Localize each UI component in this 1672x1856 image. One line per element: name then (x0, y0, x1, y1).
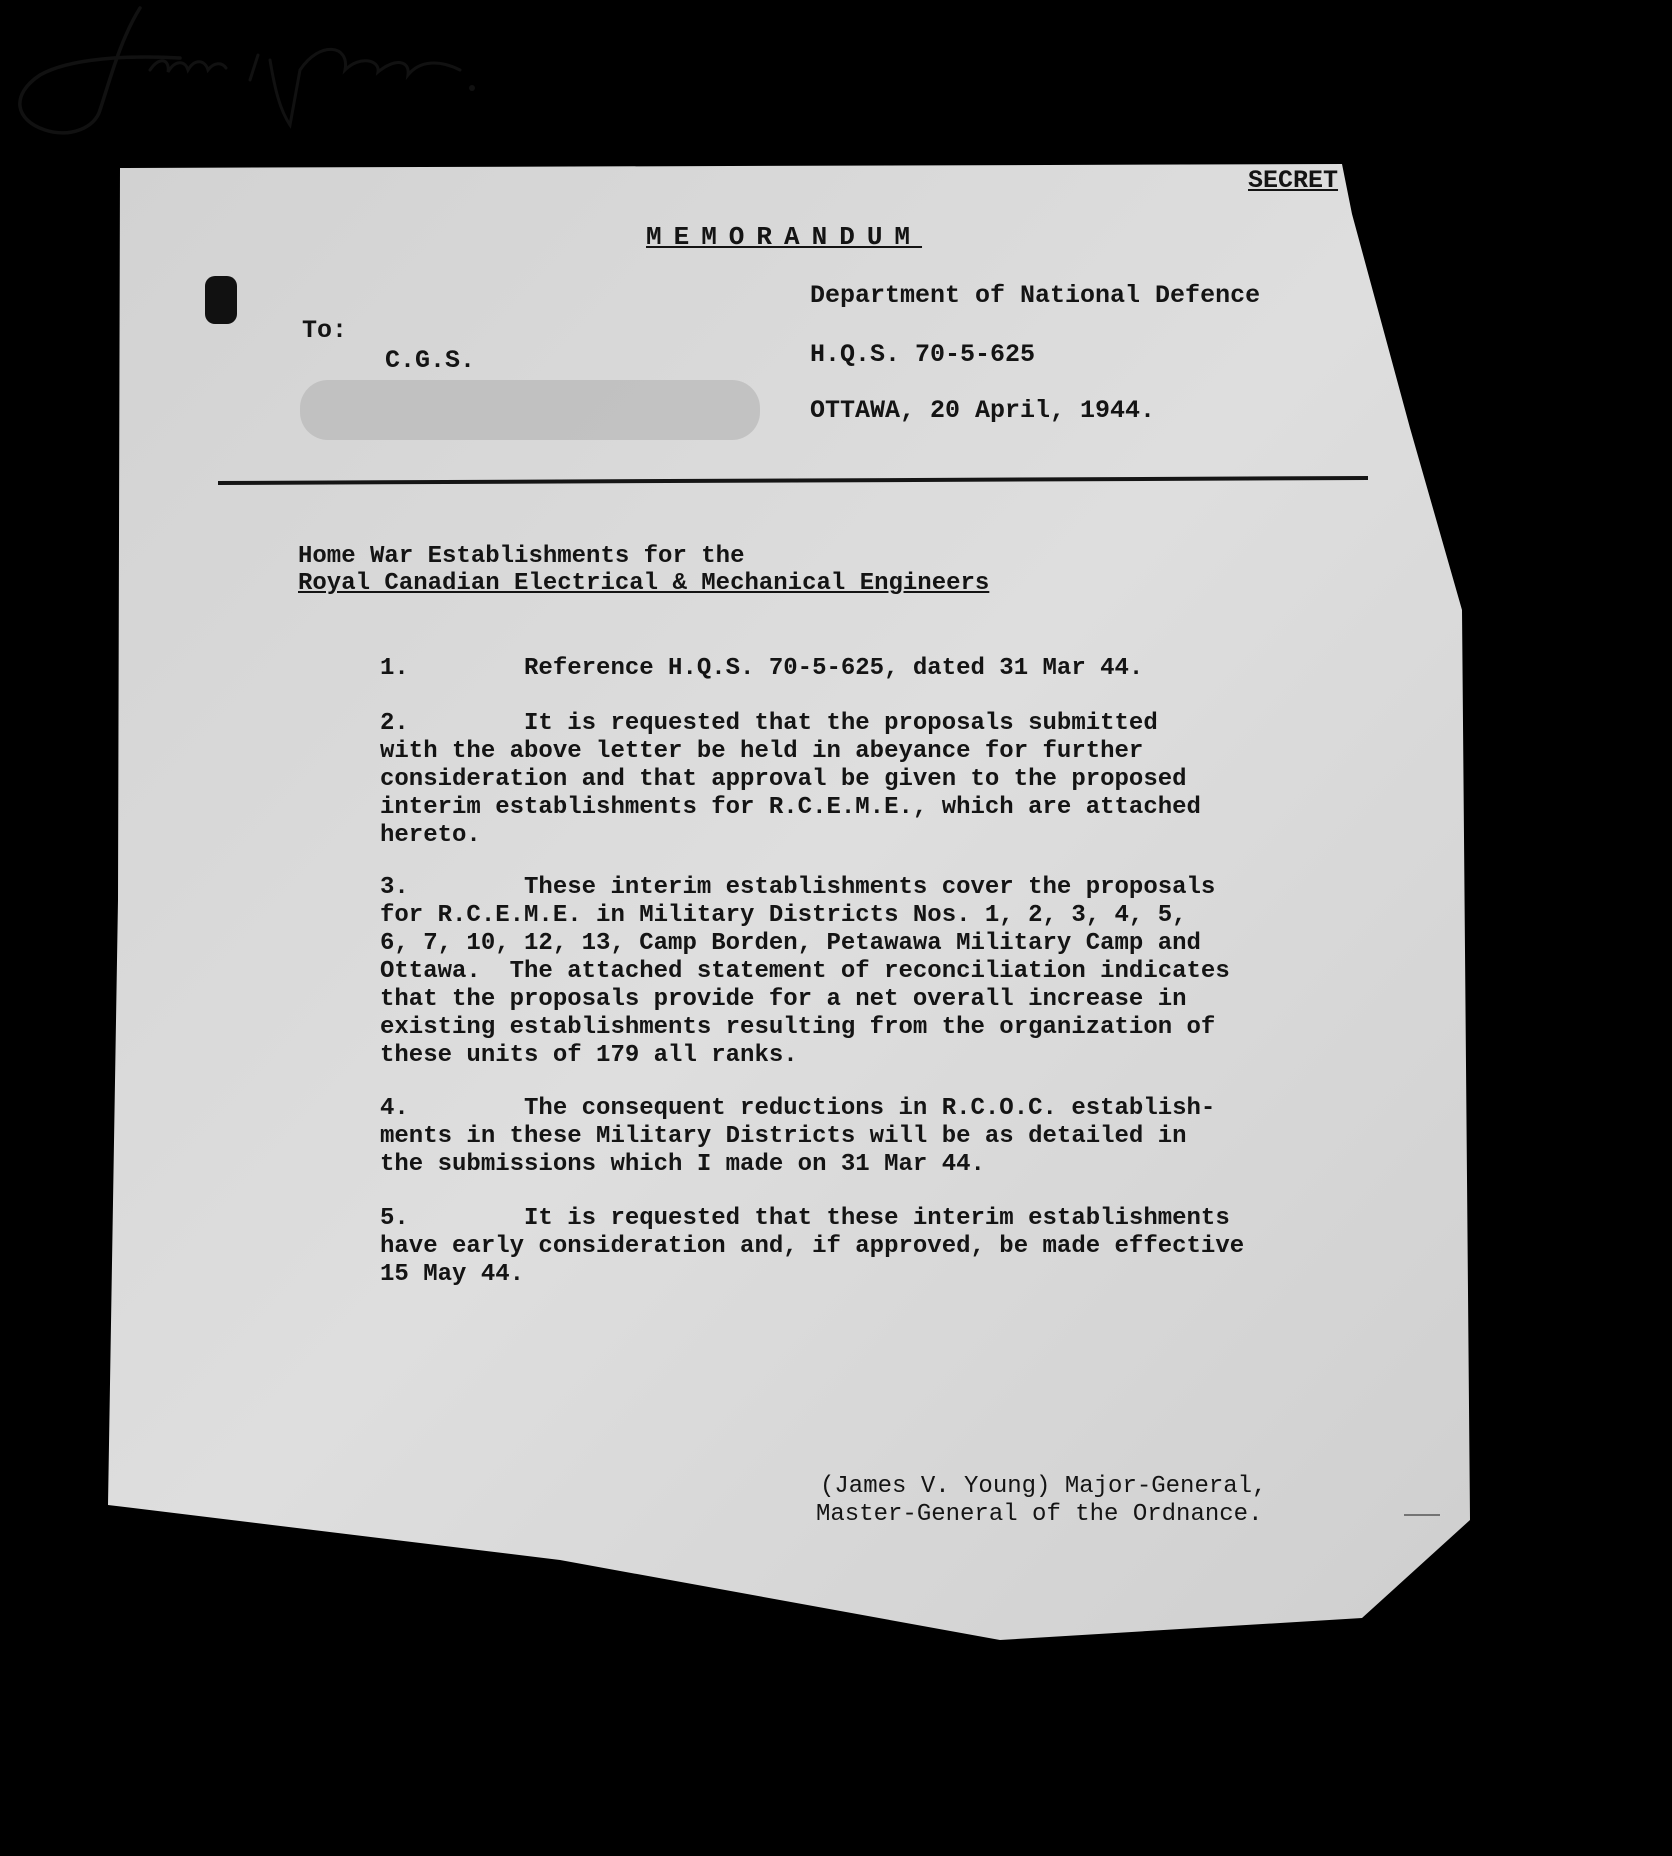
paragraph-1: 1. Reference H.Q.S. 70-5-625, dated 31 Mar 44. (380, 655, 1144, 682)
subject-line-2: Royal Canadian Electrical & Mechanical Engineers (298, 570, 990, 597)
punch-mark (205, 276, 237, 324)
from-department: Department of National Defence (810, 281, 1261, 310)
memo-title: MEMORANDUM (646, 222, 923, 252)
classification-stamp: SECRET (1248, 166, 1339, 195)
subject-line-1: Home War Establishments for the (298, 543, 745, 570)
redaction-blur (300, 380, 760, 440)
paragraph-3: 3. These interim establishments cover the proposals for R.C.E.M.E. in Military Districts Nos. 1, 2, 3, 4, 5, 6, 7, 10, 12, 13, Camp Borden, Petawawa Military Camp and Ottawa. The attached statement of reconciliation indicates that the proposals provide for a net overall increase in existing establishments resulting from the organization of these units of 179 all ranks. (380, 874, 1230, 1069)
file-reference: H.Q.S. 70-5-625 (810, 340, 1036, 369)
signatory-name: (James V. Young) Major-General, (820, 1473, 1267, 1500)
place-and-date: OTTAWA, 20 April, 1944. (810, 396, 1156, 425)
paragraph-5: 5. It is requested that these interim establishments have early consideration and, if approved, be made effective 15 May 44. (380, 1205, 1245, 1288)
to-recipient: C.G.S. (385, 346, 476, 375)
signatory-title: Master-General of the Ordnance. (816, 1501, 1263, 1528)
paragraph-4: 4. The consequent reductions in R.C.O.C. establish- ments in these Military Districts will be as detailed in the submissions which I made on 31 Mar 44. (380, 1095, 1216, 1178)
paragraph-2: 2. It is requested that the proposals submitted with the above letter be held in abeyance for further consideration and that approval be given to the proposed interim establishments for R.C.E.M.E., which are attached hereto. (380, 710, 1201, 849)
to-label: To: (302, 316, 348, 345)
handwritten-signature (0, 0, 480, 140)
